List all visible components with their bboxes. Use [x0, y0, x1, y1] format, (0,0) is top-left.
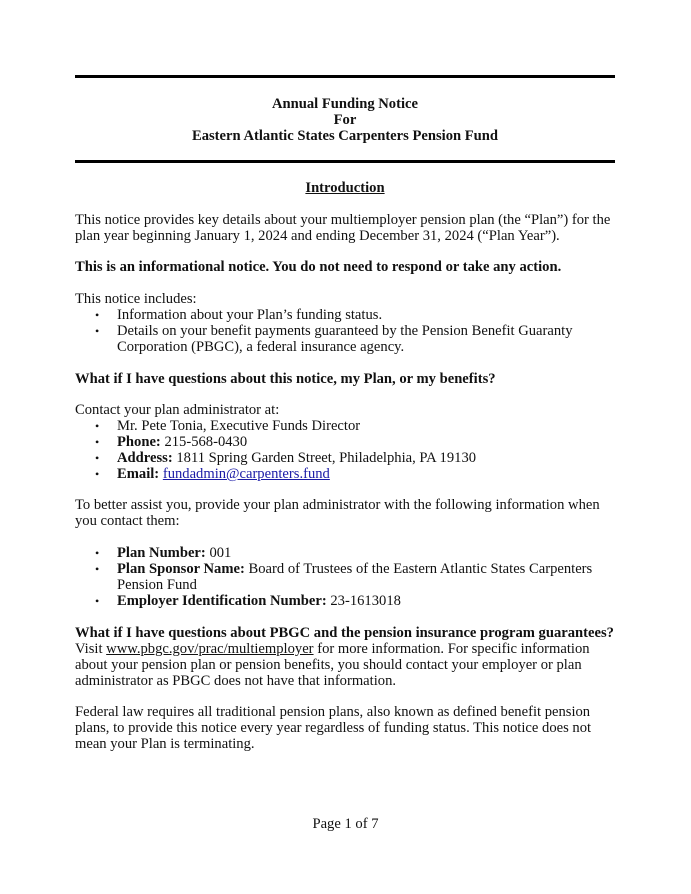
- pbgc-paragraph: [75, 641, 615, 689]
- plan-sponsor: [75, 561, 597, 593]
- list-item: • Details on your benefit payments guaranteed by the Pension Benefit Guaranty Corporation (PBGC), a federal insurance agency.: [75, 323, 587, 355]
- informational-note: This is an informational notice. You do not need to respond or take any action.: [75, 259, 562, 275]
- assist-paragraph: To better assist you, provide your plan administrator with the following information when you contact them:: [75, 497, 600, 529]
- plan-info-list: [75, 545, 620, 609]
- document-title: [75, 96, 615, 144]
- ein-label: Employer Identification Number:: [117, 593, 327, 609]
- email-link[interactable]: fundadmin@carpenters.fund: [162, 466, 330, 482]
- phone-value: 215-568-0430: [164, 434, 248, 450]
- page-number: Page 1 of 7: [312, 816, 379, 832]
- contact-address: [75, 450, 620, 466]
- federal-law-paragraph: Federal law requires all traditional pension plans, also known as defined benefit pension plans, to provide this notice every year regardless of funding status. This notice does not mean your Plan is terminating.: [75, 704, 592, 752]
- includes-intro: This notice includes:: [75, 291, 197, 307]
- contact-phone: [75, 434, 620, 450]
- email-label: Email:: [117, 466, 160, 482]
- title-line-2: For: [333, 112, 357, 128]
- phone-label: Phone:: [117, 434, 161, 450]
- contact-list: [75, 418, 620, 482]
- pbgc-heading: What if I have questions about PBGC and the pension insurance program guarantees?: [75, 625, 614, 641]
- contact-section: [75, 402, 620, 482]
- introduction-heading: Introduction: [305, 180, 385, 196]
- bottom-rule: [75, 160, 615, 163]
- title-line-3: Eastern Atlantic States Carpenters Pension Fund: [191, 128, 499, 144]
- title-line-1: Annual Funding Notice: [272, 96, 418, 112]
- introduction-paragraph: This notice provides key details about your multiemployer pension plan (the “Plan”) for the plan year beginning January 1, 2024 and ending December 31, 2024 (“Plan Year”).: [75, 212, 611, 244]
- contact-email: [75, 466, 620, 482]
- pbgc-section: [75, 625, 615, 689]
- plan-number-value: 001: [209, 545, 232, 561]
- address-value: 1811 Spring Garden Street, Philadelphia, PA 19130: [176, 450, 477, 466]
- includes-list: [75, 307, 620, 355]
- visit-prefix: Visit: [75, 641, 103, 657]
- plan-number-label: Plan Number:: [117, 545, 206, 561]
- address-label: Address:: [117, 450, 173, 466]
- contact-intro: Contact your plan administrator at:: [75, 402, 280, 418]
- contact-name: • Mr. Pete Tonia, Executive Funds Director: [75, 418, 620, 434]
- sponsor-value: Board of Trustees of the Eastern Atlantic States Carpenters Pension Fund: [117, 561, 593, 593]
- sponsor-label: Plan Sponsor Name:: [117, 561, 245, 577]
- pbgc-link[interactable]: www.pbgc.gov/prac/multiemployer: [106, 641, 314, 657]
- top-rule: [75, 75, 615, 78]
- plan-info-section: [75, 545, 620, 609]
- employer-id: [75, 593, 620, 609]
- plan-questions-heading: What if I have questions about this notice, my Plan, or my benefits?: [75, 371, 496, 387]
- list-item: • Information about your Plan’s funding status.: [75, 307, 620, 323]
- plan-number: [75, 545, 620, 561]
- includes-section: [75, 291, 620, 355]
- visit-suffix: for more information. For specific information about your pension plan or pension benefits, you should contact your employer or plan administrator as PBGC does not have that information.: [75, 641, 590, 689]
- ein-value: 23-1613018: [330, 593, 401, 609]
